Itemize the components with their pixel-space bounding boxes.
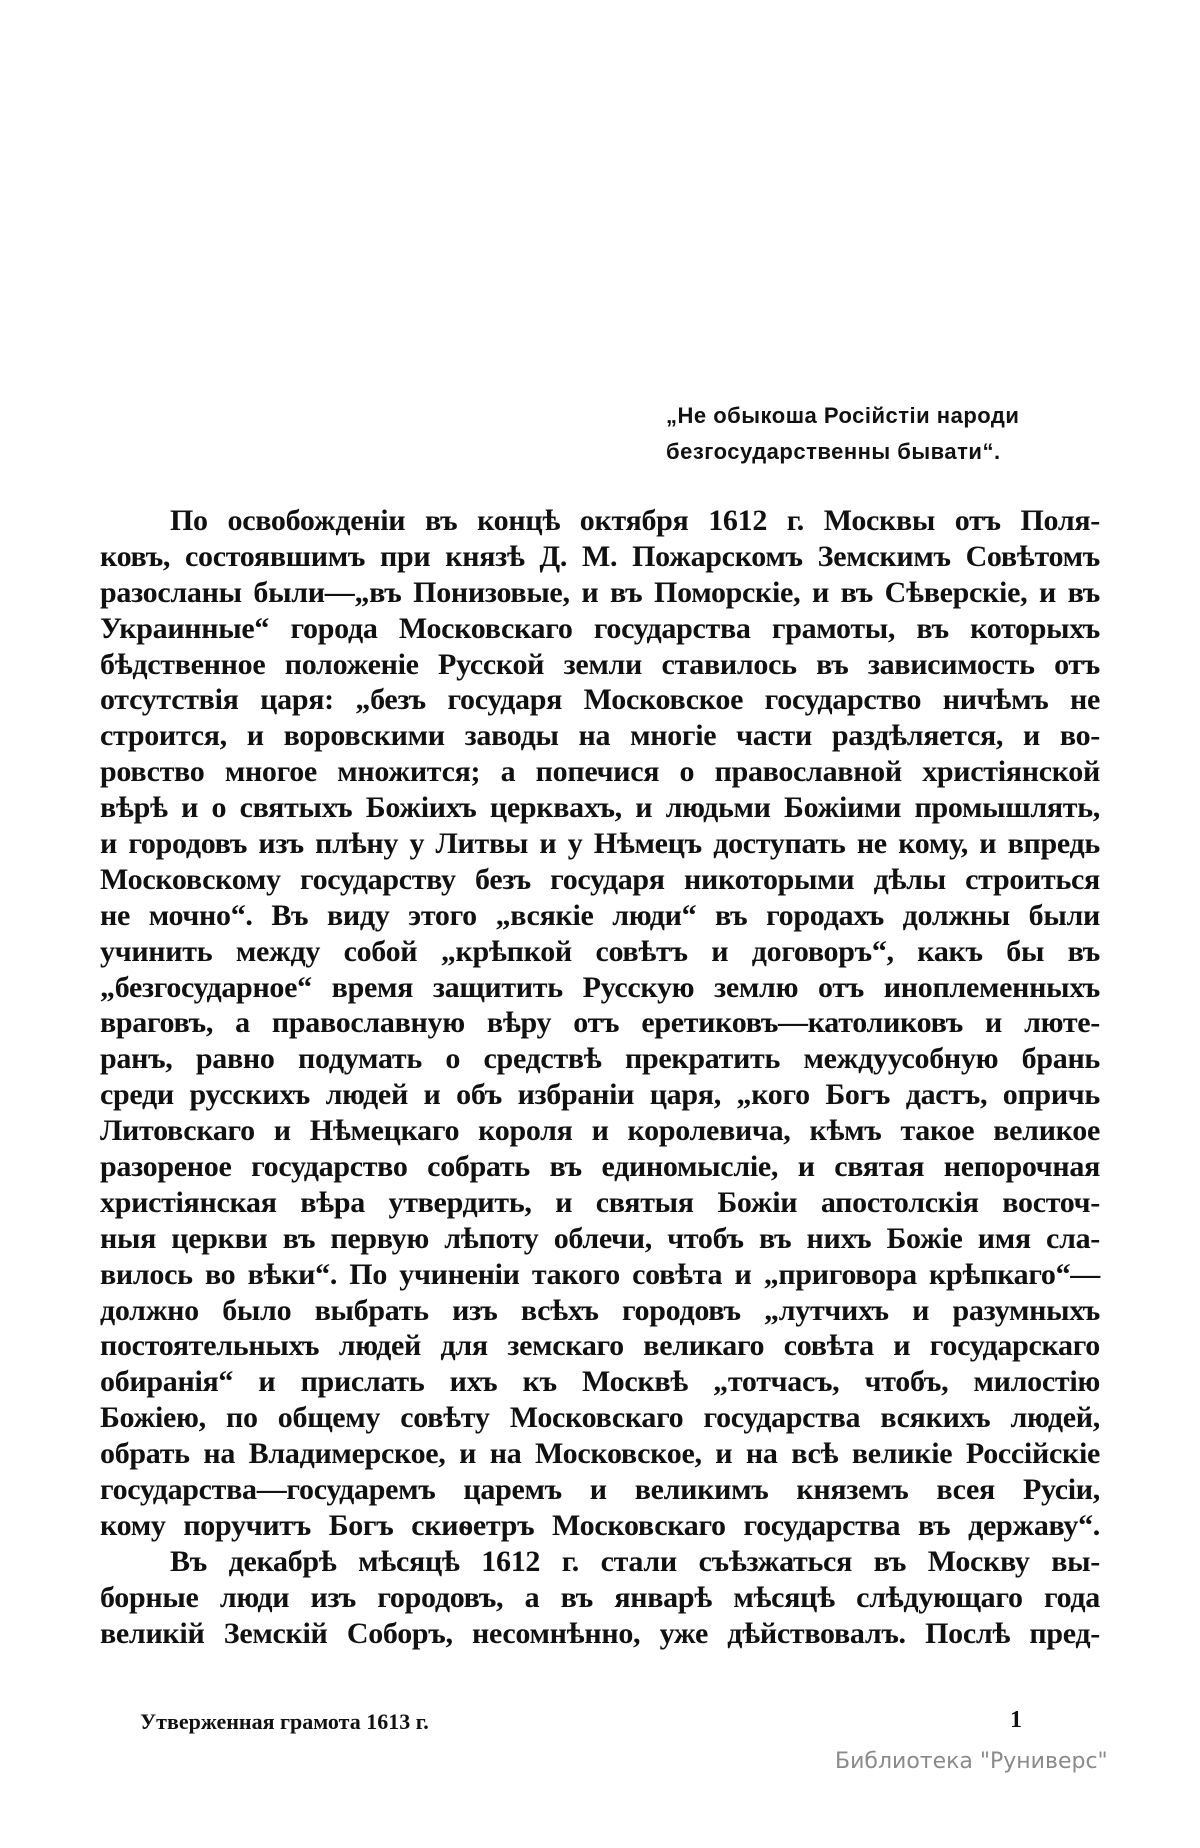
text-line: строится, и воровскими заводы на многiе части раздѣляется, и во-: [100, 719, 1100, 753]
text-line: ровство многое множится; а попечися о православной христiянской: [100, 755, 1100, 789]
text-line: кому поручитъ Богъ скиѳетръ Московскаго государства въ державу“.: [100, 1508, 1100, 1542]
text-line: Литовскаго и Нѣмецкаго короля и королевича, кѣмъ такое великое: [100, 1114, 1100, 1148]
text-line: обрать на Владимерское, и на Московское, и на всѣ великiе Россiйскiе: [100, 1437, 1100, 1471]
text-line: По освобожденiи въ концѣ октября 1612 г. Москвы отъ Поля-: [170, 504, 1100, 537]
text-line: должно было выбрать изъ всѣхъ городовъ „лутчихъ и разумныхъ: [100, 1293, 1100, 1327]
text-line: вилось во вѣки“. По учиненiи такого совѣта и „приговора крѣпкаго“—: [100, 1257, 1100, 1291]
text-line: и городовъ изъ плѣну у Литвы и у Нѣмецъ доступать не кому, и впредь: [100, 827, 1100, 861]
text-line: Украинные“ города Московскаго государства грамоты, въ которыхъ: [100, 611, 1100, 645]
text-line: Московскому государству безъ государя никоторыми дѣлы строиться: [100, 862, 1100, 896]
text-line: христiянская вѣра утвердить, и святыя Божiи апостолскiя восточ-: [100, 1185, 1100, 1219]
text-line: Въ декабрѣ мѣсяцѣ 1612 г. стали съѣзжаться въ Москву вы-: [170, 1544, 1100, 1578]
text-line: не мочно“. Въ виду этого „всякiе люди“ въ городахъ должны были: [100, 898, 1100, 932]
text-line: ныя церкви въ первую лѣпоту облечи, чтобъ въ нихъ Божiе имя сла-: [100, 1221, 1100, 1255]
text-line: Божiею, по общему совѣту Московскаго государства всякихъ людей,: [100, 1401, 1100, 1435]
text-line: отсутствiя царя: „безъ государя Московское государство ничѣмъ не: [100, 683, 1100, 717]
text-line: постоятельныхъ людей для земскаго великаго совѣта и государскаго: [100, 1329, 1100, 1363]
signature-mark: 1: [1010, 1707, 1022, 1733]
text-line: среди русскихъ людей и объ избранiи царя, „кого Богъ дастъ, опричь: [100, 1078, 1100, 1112]
text-line: враговъ, а православную вѣру отъ еретиковъ—католиковъ и люте-: [100, 1006, 1100, 1040]
epigraph-line: безгосударственны бывати“.: [666, 439, 1001, 464]
epigraph: [666, 398, 1019, 470]
text-line: учинить между собой „крѣпкой совѣтъ и договоръ“, какъ бы въ: [100, 934, 1100, 968]
footer-signature-title: Утверженная грамота 1613 г.: [140, 1709, 429, 1734]
text-line: борные люди изъ городовъ, а въ январѣ мѣсяцѣ слѣдующаго года: [100, 1580, 1100, 1614]
text-line: бѣдственное положенiе Русской земли ставилось въ зависимость отъ: [100, 647, 1100, 681]
text-line: государства—государемъ царемъ и великимъ княземъ всея Русiи,: [100, 1473, 1100, 1507]
text-line: ранъ, равно подумать о средствѣ прекратить междуусобную брань: [100, 1042, 1100, 1076]
text-line: разосланы были—„въ Понизовые, и въ Поморскiе, и въ Сѣверскiе, и въ: [100, 575, 1100, 609]
text-line: разореное государство собрать въ единомыслiе, и святая непорочная: [100, 1150, 1100, 1184]
text-line: обиранiя“ и прислать ихъ къ Москвѣ „тотчасъ, чтобъ, милостiю: [100, 1365, 1100, 1399]
body-text: [100, 503, 1100, 1652]
text-line: „безгосударное“ время защитить Русскую землю отъ иноплеменныхъ: [100, 970, 1100, 1004]
text-line: вѣрѣ и о святыхъ Божiихъ церквахъ, и людьми Божiими промышлять,: [100, 791, 1100, 825]
epigraph-line: „Не обыкоша Росiйстiи народи: [666, 403, 1020, 428]
text-line: великiй Земскiй Соборъ, несомнѣнно, уже дѣйствовалъ. Послѣ пред-: [100, 1616, 1100, 1650]
library-watermark: Библиотека "Руниверс": [835, 1749, 1108, 1774]
text-line: ковъ, состоявшимъ при князѣ Д. М. Пожарскомъ Земскимъ Совѣтомъ: [100, 539, 1100, 573]
